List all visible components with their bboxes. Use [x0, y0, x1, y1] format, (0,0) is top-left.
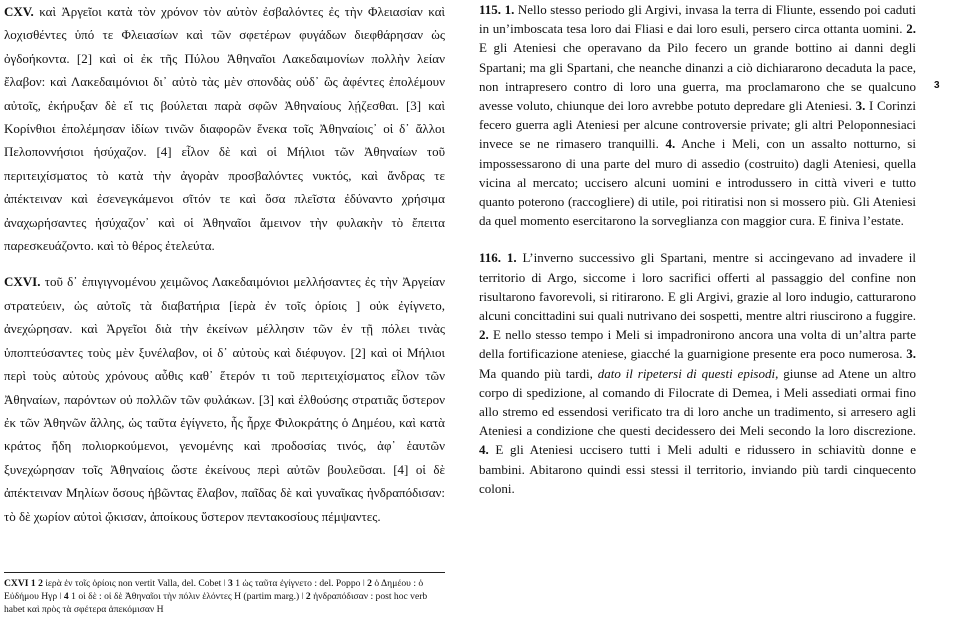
section-marker: 4: [63, 591, 69, 602]
section-marker: 3.: [906, 346, 916, 362]
text-run: E gli Ateniesi che operavano da Pilo fecero un grande bottino ai danni degli Spartani; ma gli Spartani, che neanche dinanzi a ciò dichiararono decaduta la pace, non intrapresero contro di loro una guerra, ma proclamarono che se qualcuno avesse voluto, chiunque dei loro avrebbe potuto depredare gli Ateniesi.: [479, 40, 916, 114]
text-run: 1 οἱ δὲ : οἱ δὲ Ἀθηναῖοι τὴν πόλιν ἑλόντες H (partim marg.) ǀ: [68, 591, 306, 602]
italian-translation-column: [479, 0, 916, 498]
text-run: L’inverno successivo gli Spartani, mentre si accingevano ad invadere il territorio di Argo, siccome i loro sacrifici offerti al passaggio del confine non risultarono favorevoli, si ritirarono. E gli Argivi, grazie al loro indugio, catturarono alcuni concittadini sui quali nutrivano dei sospetti, mentre altri riuscirono a fuggire.: [479, 250, 916, 324]
section-marker: 2.: [479, 327, 489, 343]
text-run: ὁ Δημέου : ὁ Εὐδήμου Hγρ ǀ: [4, 578, 424, 602]
section-marker: 116. 1.: [479, 250, 517, 266]
page-number: 3: [934, 80, 940, 91]
critical-apparatus: [4, 572, 445, 616]
greek-text-column: [4, 0, 445, 528]
text-run: , giunse ad Atene un altro corpo di spedizione, al comando di Filocrate di Demea, i Meli assediati ormai fino allo stremo ed essendosi verificato tra di loro anche un tradimento, si arresero agli Ateniesi a condizione che questi decidessero dei Meli secondo la loro discrezione.: [479, 365, 916, 439]
section-marker: CXVI 1 2: [4, 578, 43, 589]
section-marker: 2: [305, 591, 311, 602]
text-run: 1 ὡς ταῦτα ἐγίγνετο : del. Poppo ǀ: [232, 578, 368, 589]
text-run: τοῦ δ᾽ ἐπιγιγνομένου χειμῶνος Λακεδαιμόνιοι μελλήσαντες ἐς τὴν Ἀργείαν στρατεύειν, ὡς αὐτοῖς τὰ διαβατήρια [ἱερὰ ἐν τοῖς ὁρίοις ] οὐκ ἐγίγνετο, ἀνεχώρησαν. καὶ Ἀργεῖοι διὰ τὴν ἐκείνων μέλλησιν τῶν ἐν τῇ πόλει τινὰς ὑποπτεύσαντες τοὺς μὲν ξυνέλαβον, οἱ δ᾽ αὐτοὺς καὶ διέφυγον. [2] καὶ οἱ Μήλιοι περὶ τοὺς αὐτοὺς χρόνους αὖθις καθ᾽ ἕτερόν τι τοῦ περιτειχίσματος εἷλον τῶν Ἀθηναίων, παρόντων οὐ πολλῶν τῶν φυλάκων. [3] καὶ ἐλθούσης στρατιᾶς ὕστερον ἐκ τῶν Ἀθηνῶν ἄλλης, ὡς ταῦτα ἐγίγνετο, ἧς ἦρχε Φιλοκράτης ὁ Δημέου, καὶ κατὰ κράτος ἤδη πολιορκούμενοι, γενομένης καὶ προδοσίας τινός, ἀφ᾽ ἑαυτῶν ξυνεχώρησαν τοῖς Ἀθηναίοις ὥστε ἐκείνους περὶ αὐτῶν βουλεῦσαι. [4] οἱ δὲ ἀπέκτειναν Μηλίων ὅσους ἡβῶντας ἔλαβον, παῖδας δὲ καὶ γυναῖκας ἠνδραπόδισαν: τὸ δὲ χωρίον αὐτοὶ ᾤκισαν, ἀποίκους ὕστερον πεντακοσίους πέμψαντες.: [4, 274, 445, 524]
text-run: Ma quando più tardi,: [479, 365, 598, 381]
greek-paragraph-cxv: [4, 0, 445, 257]
section-marker: 115. 1.: [479, 2, 515, 17]
section-marker: 2: [367, 578, 372, 589]
text-run: I Corinzi fecero guerra agli Ateniesi per alcune controversie private; gli altri Peloponnesiaci invece se ne rimasero tranquilli.: [479, 98, 916, 152]
italian-paragraph-115: [479, 0, 916, 230]
section-marker: CXVI.: [4, 274, 41, 290]
section-marker: 4.: [665, 136, 676, 152]
section-marker: 4.: [479, 442, 489, 458]
text-run: E gli Ateniesi uccisero tutti i Meli adulti e ridussero in schiavitù donne e bambini. Abitarono quindi essi stessi il territorio, inviando più tardi cinquecento coloni.: [479, 442, 916, 496]
text-run: καὶ Ἀργεῖοι κατὰ τὸν χρόνον τὸν αὐτὸν ἐσβαλόντες ἐς τὴν Φλειασίαν καὶ λοχισθέντες ὑπό τε Φλειασίων καὶ τῶν σφετέρων φυγάδων διεφθάρησαν ὡς ὀγδοήκοντα. [2] καὶ οἱ ἐκ τῆς Πύλου Ἀθηναῖοι Λακεδαιμονίων πολλὴν λείαν ἔλαβον: καὶ Λακεδαιμόνιοι δι᾽ αὐτὸ τὰς μὲν σπονδὰς οὐδ᾽ ὣς ἀφέντες ἐπολέμουν αὐτοῖς, ἐκήρυξαν δὲ εἴ τις βούλεται παρὰ σφῶν Ἀθηναίους λῄζεσθαι. [3] καὶ Κορίνθιοι ἐπολέμησαν ἰδίων τινῶν διαφορῶν ἕνεκα τοῖς Ἀθηναίοις᾽ οἱ δ᾽ ἄλλοι Πελοποννήσιοι ἡσύχαζον. [4] εἷλον δὲ καὶ οἱ Μήλιοι τῶν Ἀθηναίων τοῦ περιτειχίσματος τὸ κατὰ τὴν ἀγορὰν προσβαλόντες νυκτός, καὶ ἄνδρας τε ἀπέκτειναν καὶ ἐσενεγκάμενοι σῖτόν τε καὶ ὅσα πλεῖστα ἐδύναντο χρήσιμα ἀναχωρήσαντες ἡσύχαζον᾽ καὶ οἱ Ἀθηναῖοι ἄμεινον τὴν φυλακὴν τὸ ἔπειτα παρεσκευάζοντο. καὶ τὸ θέρος ἐτελεύτα.: [4, 4, 445, 254]
section-marker: 3.: [855, 98, 866, 114]
italian-paragraph-116: [479, 248, 916, 498]
text-run: E nello stesso tempo i Meli si impadronirono ancora una volta di un’altra parte della fortificazione ateniese, giacché la guarnigione presente era poco numerosa.: [479, 327, 916, 362]
italic-text-run: dato il ripetersi di questi episodi: [597, 365, 776, 381]
greek-paragraph-cxvi: [4, 270, 445, 527]
text-run: ἱερὰ ἐν τοῖς ὁρίοις non vertit Valla, del. Cobet ǀ: [42, 578, 228, 589]
section-marker: 3: [228, 578, 233, 589]
section-marker: CXV.: [4, 4, 34, 19]
text-run: ἠνδραπόδισαν : post hoc verb habet καὶ πρὸς τὰ σφέτερα ἀπεκόμισαν H: [4, 591, 428, 615]
section-marker: 2.: [906, 21, 916, 37]
text-run: Nello stesso periodo gli Argivi, invasa la terra di Fliunte, essendo poi caduti in un’imboscata tesa loro dai Fliasi e dai loro esuli, persero circa ottanta uomini.: [479, 2, 916, 37]
text-run: Anche i Meli, con un assalto notturno, si impossessarono di una parte del muro di assedio (costruito) dagli Ateniesi, quella vicina al mercato; uccisero alcuni uomini e introdussero in città viveri e tutto quanto poterono (raccogliere) di utile, poi ritiratisi non si mossero più. Gli Ateniesi da quel momento esercitarono la sorveglianza con maggior cura. E finiva l’estate.: [479, 136, 916, 229]
